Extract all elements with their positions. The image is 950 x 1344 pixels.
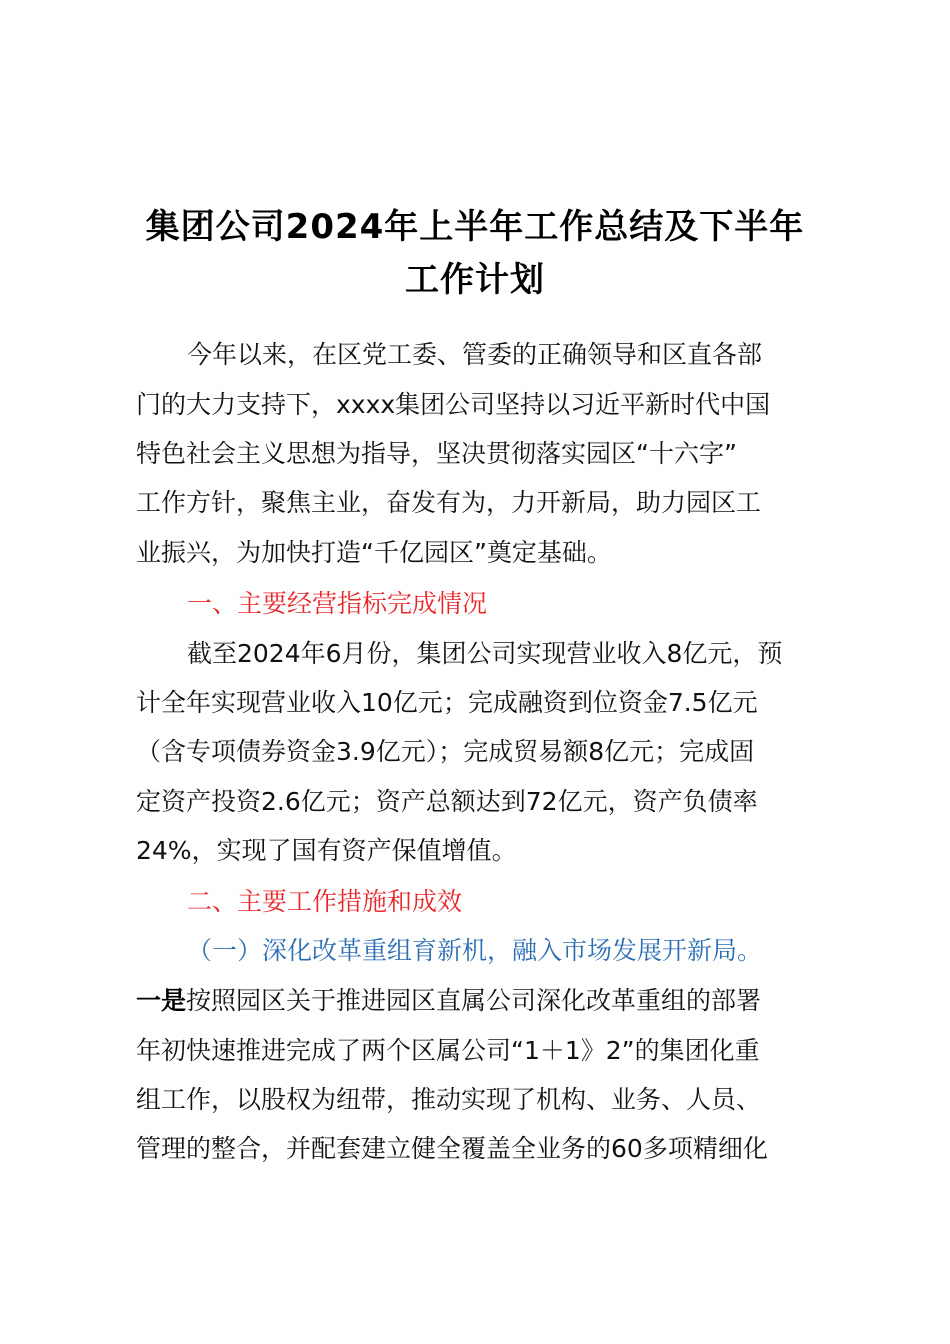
section1-paragraph-line: 截至2024年6月份，集团公司实现营业收入8亿元，预: [187, 639, 783, 668]
section1-paragraph-line: 计全年实现营业收入10亿元；完成融资到位资金7.5亿元: [136, 688, 758, 717]
document-title-line-2: 工作计划: [405, 260, 545, 300]
intro-paragraph-line: 特色社会主义思想为指导，坚决贯彻落实园区“十六字”: [136, 439, 737, 468]
section1-paragraph-line: 24%，实现了国有资产保值增值。: [136, 836, 517, 865]
section2-paragraph-line: 管理的整合，并配套建立健全覆盖全业务的60多项精细化: [136, 1134, 768, 1163]
intro-paragraph-line: 业振兴，为加快打造“千亿园区”奠定基础。: [136, 538, 612, 567]
subsection-heading-1: （一）深化改革重组育新机，融入市场发展开新局。: [187, 936, 763, 965]
intro-paragraph-line: 今年以来，在区党工委、管委的正确领导和区直各部: [187, 340, 763, 369]
section1-paragraph-line: 定资产投资2.6亿元；资产总额达到72亿元，资产负债率: [136, 787, 758, 816]
intro-paragraph-line: 门的大力支持下，xxxx集团公司坚持以习近平新时代中国: [136, 390, 771, 419]
section2-paragraph-line: [136, 988, 761, 1013]
section2-paragraph-line: 年初快速推进完成了两个区属公司“1＋1》2”的集团化重: [136, 1036, 760, 1065]
section-heading-2: 二、主要工作措施和成效: [187, 887, 463, 916]
intro-paragraph-line: 工作方针，聚焦主业，奋发有为，力开新局，助力园区工: [136, 488, 762, 517]
document-title-line-1: 集团公司2024年上半年工作总结及下半年: [145, 207, 805, 247]
paragraph-line-text: 按照园区关于推进园区直属公司深化改革重组的部署: [186, 986, 762, 1015]
paragraph-lead-term: 一是: [136, 986, 187, 1015]
section1-paragraph-line: （含专项债券资金3.9亿元）；完成贸易额8亿元；完成固: [136, 737, 755, 766]
section-heading-1: 一、主要经营指标完成情况: [187, 589, 488, 618]
section2-paragraph-line: 组工作，以股权为纽带，推动实现了机构、业务、人员、: [136, 1085, 762, 1114]
